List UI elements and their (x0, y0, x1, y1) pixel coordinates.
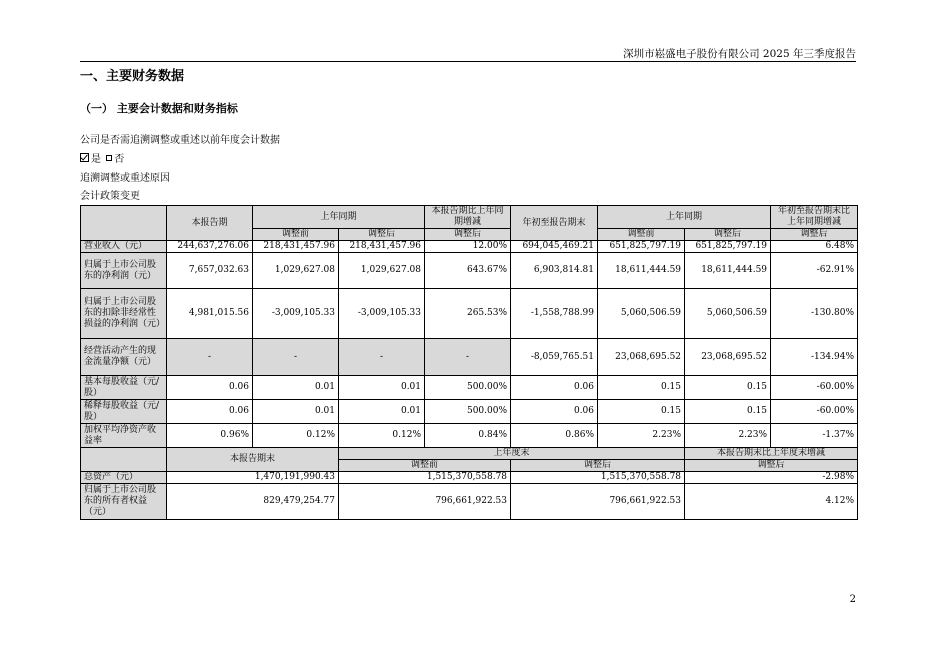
table-cell: 500.00% (425, 400, 511, 424)
table-cell: 0.12% (253, 424, 339, 448)
col-after-adj-change: 调整后 (685, 460, 858, 472)
table-cell: 23,068,695.52 (685, 339, 771, 376)
table-cell: 6.48% (771, 241, 858, 253)
table-cell: 500.00% (425, 376, 511, 400)
row-label: 归属于上市公司股东的扣除非经常性损益的净利润（元） (81, 289, 167, 339)
table-row (81, 289, 858, 339)
table-cell: 0.15 (598, 376, 685, 400)
table-cell: 12.00% (425, 241, 511, 253)
table-cell: 694,045,469.21 (511, 241, 598, 253)
row-label: 归属于上市公司股东的所有者权益（元） (81, 484, 167, 520)
table-cell: - (167, 339, 253, 376)
table-cell: 218,431,457.96 (253, 241, 339, 253)
table-cell: 1,029,627.08 (339, 253, 425, 289)
table-row (81, 424, 858, 448)
table-cell: 5,060,506.59 (598, 289, 685, 339)
header-blank (81, 448, 167, 472)
table-row (81, 376, 858, 400)
col-change-vs-prior: 本报告期比上年同期增减 (425, 206, 511, 229)
table-cell: -8,059,765.51 (511, 339, 598, 376)
col-before-adj: 调整前 (339, 460, 511, 472)
col-prior-year-same-2: 上年同期 (598, 206, 771, 229)
table-cell: 4,981,015.56 (167, 289, 253, 339)
table-cell: -1.37% (771, 424, 858, 448)
table-row (81, 472, 858, 484)
col-period-end: 本报告期末 (167, 448, 339, 472)
financial-data-table (80, 205, 858, 520)
col-prior-year-end: 上年度末 (339, 448, 685, 460)
table-cell: 244,637,276.06 (167, 241, 253, 253)
table-cell: -3,009,105.33 (253, 289, 339, 339)
table-cell: -62.91% (771, 253, 858, 289)
table-row (81, 339, 858, 376)
table-cell: 796,661,922.53 (511, 484, 685, 520)
col-current-period: 本报告期 (167, 206, 253, 241)
retro-question: 公司是否需追溯调整或重述以前年度会计数据 (80, 135, 280, 146)
table-cell: 7,657,032.63 (167, 253, 253, 289)
table-cell: 0.15 (685, 400, 771, 424)
unchecked-checkbox-icon (106, 155, 112, 161)
yes-label: 是 (91, 154, 101, 165)
col-after-adj: 调整后 (511, 460, 685, 472)
table-cell: 1,515,370,558.78 (339, 472, 511, 484)
table-cell: - (425, 339, 511, 376)
table-row (81, 484, 858, 520)
table-cell: 2.23% (598, 424, 685, 448)
table-cell: 0.84% (425, 424, 511, 448)
table-cell: 1,029,627.08 (253, 253, 339, 289)
col-before-adj-2: 调整前 (598, 229, 685, 241)
header-divider (80, 61, 856, 62)
no-label: 否 (114, 154, 125, 165)
col-change-vs-year-end: 本报告期末比上年度末增减 (685, 448, 858, 460)
page-number: 2 (849, 594, 856, 605)
table-cell: 4.12% (685, 484, 858, 520)
table-cell: 18,611,444.59 (598, 253, 685, 289)
table-cell: 796,661,922.53 (339, 484, 511, 520)
row-label: 归属于上市公司股东的净利润（元） (81, 253, 167, 289)
table-cell: 0.01 (339, 376, 425, 400)
col-ytd-change: 年初至报告期末比上年同期增减 (771, 206, 858, 229)
checked-checkbox-icon (80, 153, 89, 162)
table-cell: 1,470,191,990.43 (167, 472, 339, 484)
table-cell: -60.00% (771, 400, 858, 424)
row-label: 总资产（元） (81, 472, 167, 484)
subsection-title: （一） 主要会计数据和财务指标 (80, 102, 238, 115)
table-cell: 18,611,444.59 (685, 253, 771, 289)
table-cell: 643.67% (425, 253, 511, 289)
col-prior-year-same: 上年同期 (253, 206, 425, 229)
table-cell: 651,825,797.19 (685, 241, 771, 253)
section-title: 一、主要财务数据 (80, 69, 185, 84)
col-after-adj-change: 调整后 (425, 229, 511, 241)
table-cell: 2.23% (685, 424, 771, 448)
table-cell: 0.06 (511, 400, 598, 424)
col-ytd: 年初至报告期末 (511, 206, 598, 241)
table-cell: 0.01 (253, 400, 339, 424)
table-cell: 0.15 (685, 376, 771, 400)
retro-choice (80, 150, 124, 165)
row-label: 经营活动产生的现金流量净额（元） (81, 339, 167, 376)
col-before-adj: 调整前 (253, 229, 339, 241)
row-label: 基本每股收益（元/股） (81, 376, 167, 400)
table-row (81, 253, 858, 289)
table-cell: - (253, 339, 339, 376)
table-cell: -60.00% (771, 376, 858, 400)
table-row (81, 241, 858, 253)
table-cell: 0.06 (167, 400, 253, 424)
table-cell: 218,431,457.96 (339, 241, 425, 253)
table-cell: 0.06 (511, 376, 598, 400)
col-after-adj-change-2: 调整后 (771, 229, 858, 241)
table-cell: 0.12% (339, 424, 425, 448)
table-cell: -3,009,105.33 (339, 289, 425, 339)
table-cell: 651,825,797.19 (598, 241, 685, 253)
table-cell: -2.98% (685, 472, 858, 484)
table-cell: -134.94% (771, 339, 858, 376)
policy-change-label: 会计政策变更 (80, 191, 140, 202)
table-cell: -1,558,788.99 (511, 289, 598, 339)
table-cell: 1,515,370,558.78 (511, 472, 685, 484)
col-after-adj: 调整后 (339, 229, 425, 241)
row-label: 营业收入（元） (81, 241, 167, 253)
table-cell: 0.06 (167, 376, 253, 400)
table-cell: 829,479,254.77 (167, 484, 339, 520)
table-cell: 6,903,814.81 (511, 253, 598, 289)
table-cell: 23,068,695.52 (598, 339, 685, 376)
table-cell: 5,060,506.59 (685, 289, 771, 339)
row-label: 稀释每股收益（元/股） (81, 400, 167, 424)
col-after-adj-2: 调整后 (685, 229, 771, 241)
table-cell: 0.86% (511, 424, 598, 448)
table-cell: - (339, 339, 425, 376)
table-cell: 0.01 (339, 400, 425, 424)
table-cell: 0.96% (167, 424, 253, 448)
report-header: 深圳市崧盛电子股份有限公司 2025 年三季度报告 (623, 48, 856, 60)
header-blank (81, 206, 167, 241)
table-cell: -130.80% (771, 289, 858, 339)
row-label: 加权平均净资产收益率 (81, 424, 167, 448)
table-cell: 265.53% (425, 289, 511, 339)
table-cell: 0.15 (598, 400, 685, 424)
table-row (81, 400, 858, 424)
table-cell: 0.01 (253, 376, 339, 400)
reason-label: 追溯调整或重述原因 (80, 173, 170, 184)
